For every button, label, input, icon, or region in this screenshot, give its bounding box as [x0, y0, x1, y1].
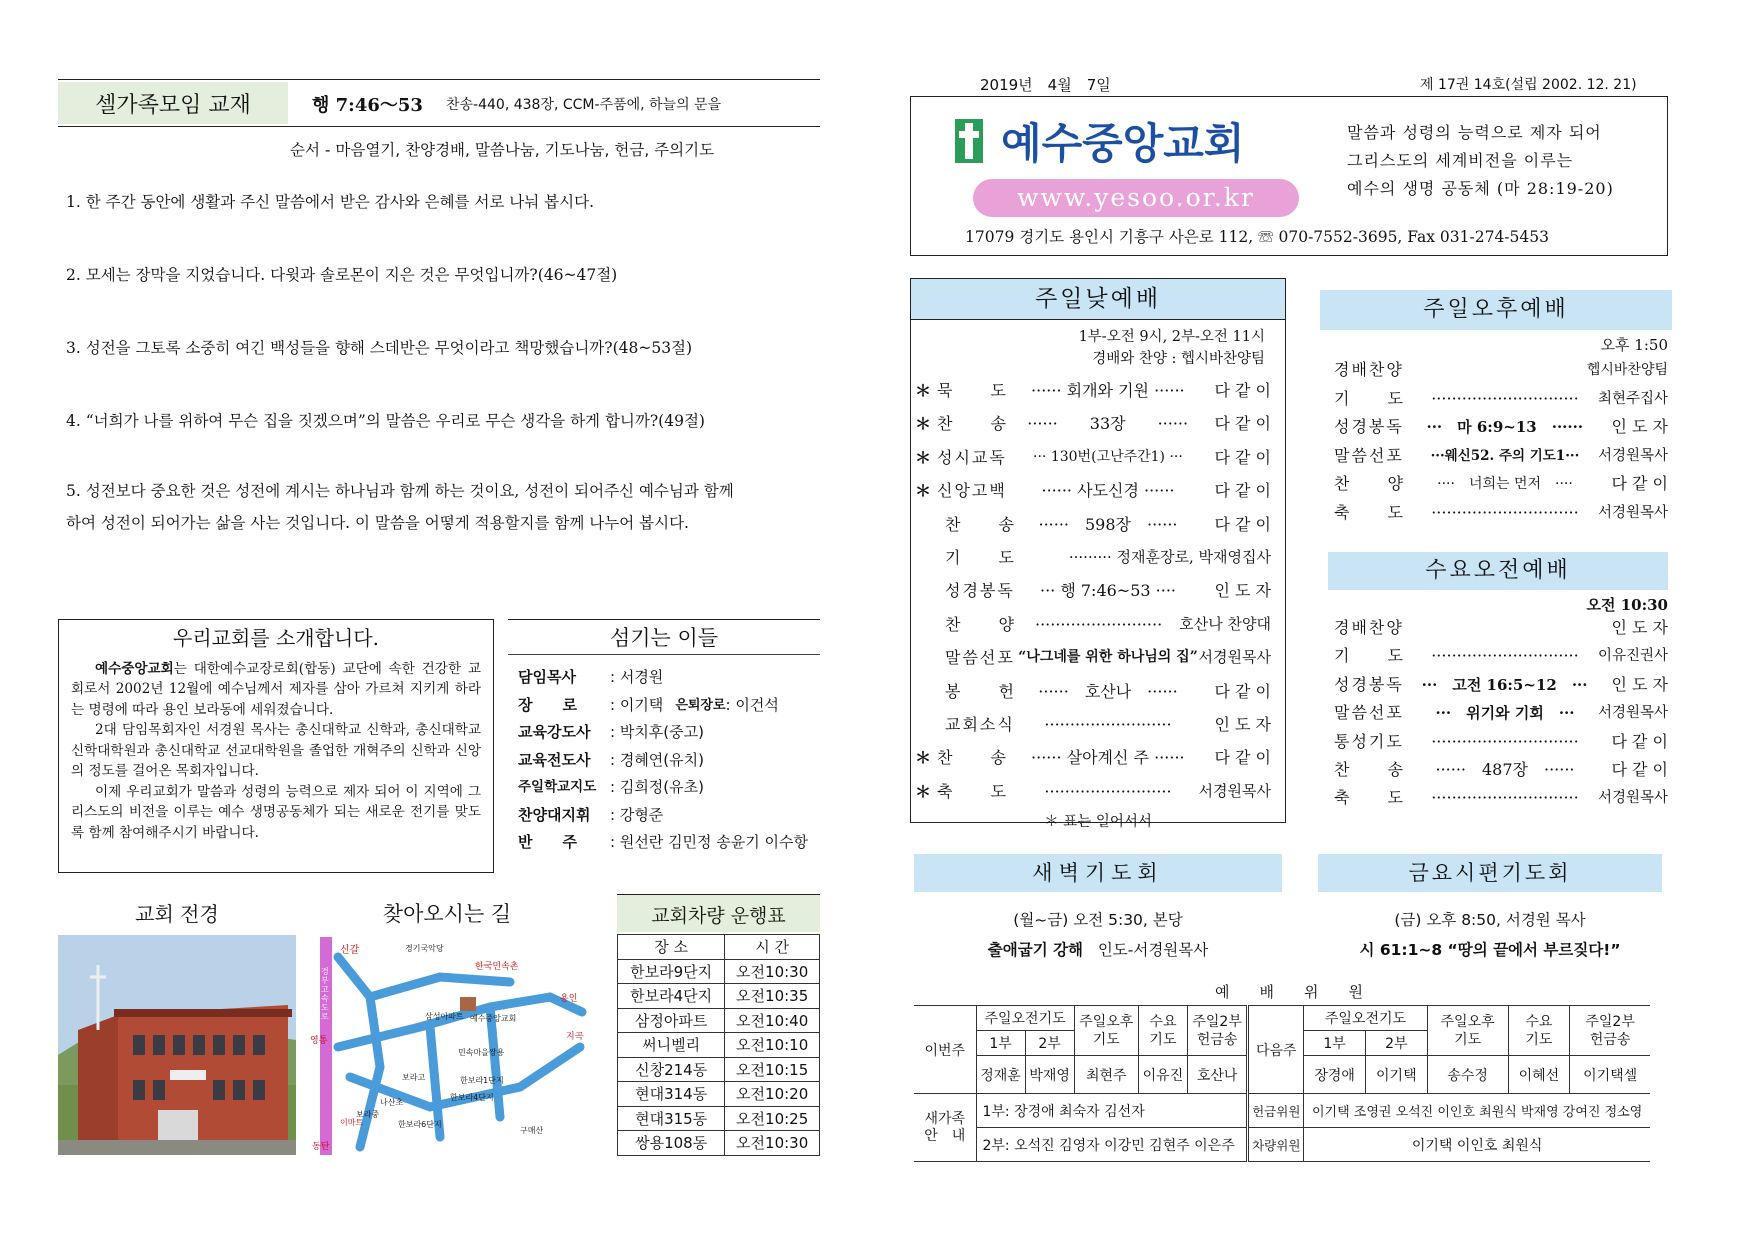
- table-row: 써니벨리 오전10:10: [618, 1033, 820, 1058]
- map-label-dongtan: 동탄: [312, 1142, 330, 1152]
- map-label-borajung: 보라중: [356, 1110, 380, 1119]
- afternoon-time: 오후 1:50: [1600, 336, 1668, 354]
- map-title: 찾아오시는 길: [382, 902, 512, 926]
- wednesday-order: 경배찬양 인 도 자 기 도 ····························· 이유진권사 성경봉독 ··· 고전 16:5~12 ··· 인 도 자 말씀선포 ··· 위기와 기회 ··· 서경원목사 통성기도 ····························· 다 같 이 찬 송 ······ 487장 ······ 다 같 이 축 도 ····························· 서경원목사: [1334, 618, 1668, 808]
- directions-map: [310, 937, 586, 1155]
- sunday-praise: 경배와 찬양 : 헵시바찬양팀: [1092, 351, 1265, 367]
- table-row: 신창214동 오전10:15: [618, 1057, 820, 1082]
- church-name: 예수중앙교회: [1001, 119, 1245, 168]
- question-4: 4. “너희가 나를 위하여 무슨 집을 짓겠으며”의 말씀은 우리로 무슨 생각을 하게 합니까?(49절): [66, 412, 705, 430]
- dawn-prayer-topic: 출애굽기 강해: [987, 941, 1084, 959]
- map-label-singal: 신갈: [340, 945, 360, 956]
- table-row: 한보라9단지 오전10:30: [618, 959, 820, 984]
- dawn-prayer-title: 새벽기도회: [914, 854, 1282, 892]
- question-5b: 하여 성전이 되어가는 삶을 사는 것입니다. 이 말씀을 어떻게 적용할지를 함께 나누어 봅시다.: [66, 514, 689, 532]
- church-photo: [58, 935, 296, 1155]
- map-label-hanbora4: 한보라4단지: [450, 1093, 494, 1102]
- church-intro: [58, 619, 494, 873]
- study-hymn: 찬송-440, 438장, CCM-주품에, 하늘의 문을: [446, 97, 722, 113]
- map-label-jigok: 지곡: [566, 1032, 584, 1042]
- table-row: 현대314동 오전10:20: [618, 1082, 820, 1107]
- map-label-hanbora1: 한보라1단지: [460, 1076, 504, 1085]
- friday-prayer-title: 금요시편기도회: [1318, 854, 1662, 892]
- church-address: 17079 경기도 용인시 기흥구 사은로 112, ☏ 070-7552-3695, Fax 031-274-5453: [965, 228, 1549, 246]
- afternoon-order: 경배찬양 헵시바찬양팀 기 도 ····························· 최현주집사 성경봉독 ··· 마 6:9~13 ······ 인 도 자 말씀선포 ···웨신52. 주의 기도1··· 서경원목사 찬 양 ···· 너희는 먼저 ···· 다 같 이 축 도 ····························· 서경원목사: [1334, 360, 1668, 522]
- intro-paragraph-1: 는 대한예수교장로회(합동) 교단에 속한 건강한 교회로서 2002년 12월에 예수님께서 제자를 삼아 가르쳐 지키게 하라는 명령에 따라 용인 보라동에 세워졌습니다.: [71, 660, 481, 718]
- sunday-title: 주일낮예배: [911, 279, 1285, 320]
- intro-paragraph-3: 이제 우리교회가 말씀과 성령의 능력으로 제자 되어 이 지역에 그리스도의 비전을 이루는 예수 생명공동체가 되는 새로운 전기를 맞도록 함께 참여해주시기 바랍니다.: [71, 783, 481, 841]
- map-label-yeongtong: 영통: [310, 1036, 328, 1046]
- map-label-nasancho: 나산초: [380, 1098, 404, 1107]
- friday-prayer-time: (금) 오후 8:50, 서경원 목사: [1394, 911, 1586, 929]
- dawn-prayer-time: (월~금) 오전 5:30, 본당: [1013, 911, 1183, 929]
- map-label-gukakdang: 경기국악당: [405, 944, 444, 953]
- motto-line-3: 예수의 생명 공동체 (마 28:19-20): [1347, 179, 1614, 198]
- map-label-church: 예수중앙교회: [470, 1014, 517, 1023]
- intro-church-name: 예수중앙교회: [95, 660, 174, 677]
- map-label-yongin: 용인: [560, 994, 578, 1004]
- question-1: 1. 한 주간 동안에 생활과 주신 말씀에서 받은 감사와 은혜를 서로 나눠 봅시다.: [66, 193, 595, 211]
- sunday-order: ＊ 묵 도 ······ 회개와 기원 ······ 다 같 이 ＊ 찬 송 ······ 33장 ······ 다 같 이 ＊ 성시교독 ··· 130번(고난주간1) ··· 다 같 이 ＊ 신앙고백 ······ 사도신경 ······ 다 같 이 찬 송 ······ 598장 ······ 다 같 이 기 도 ········· 정재훈장로, 박재영집사 성경봉독 ··· 행 7:46~53 ···· 인 도 자 찬 양 ························· 호산나 찬양대 말씀선포 “나그네를 위한 하나님의 집” 서경원목사 봉 헌 ······ 호산나 ······ 다 같 이 교회소식 ························· 인 도 자 ＊ 찬 송 ······ 살아계신 주 ······ 다 같 이 ＊ 축 도 ························· 서경원목사: [915, 381, 1271, 801]
- afternoon-title: 주일오후예배: [1320, 290, 1672, 330]
- bulletin-volume: 제 17권 14호(설립 2002. 12. 21): [1420, 77, 1637, 93]
- committee-title: 예 배 위 원: [1215, 983, 1363, 1001]
- table-row: 한보라4단지 오전10:35: [618, 984, 820, 1009]
- staff-list: 담임목사 : 서경원 장 로 : 이기택 은퇴장로 : 이건석 교육강도사 : 박치후(중고) 교육전도사 : 경혜연(유치) 주일학교지도 : 김희정(유초) 찬양대지휘 : 강형준 반 주 : 원선란 김민정 송윤기 이수항: [518, 668, 809, 851]
- staff-title: 섬기는 이들: [609, 626, 719, 650]
- table-row: 현대315동 오전10:25: [618, 1106, 820, 1131]
- bus-schedule-title: 교회차량 운행표: [617, 894, 820, 932]
- friday-prayer-text: 시 61:1~8 “땅의 끝에서 부르짖다!”: [1359, 941, 1621, 959]
- church-header: [910, 96, 1668, 256]
- table-row: 삼정아파트 오전10:40: [618, 1008, 820, 1033]
- photo-title: 교회 전경: [135, 902, 219, 926]
- study-order: 순서 - 마음열기, 찬양경배, 말씀나눔, 기도나눔, 헌금, 주의기도: [290, 141, 715, 159]
- sunday-time: 1부-오전 9시, 2부-오전 11시: [1078, 329, 1265, 345]
- bulletin-date: 2019년 4월 7일: [980, 76, 1111, 94]
- map-label-gumaesan: 구매산: [520, 1126, 544, 1135]
- intro-paragraph-2: 2대 담임목회자인 서경원 목사는 총신대학교 신학과, 총신대학교 신학대학원과 총신대학교 선교대학원을 졸업한 개혁주의 신학과 신앙의 정도를 걸어온 목회자입니다.: [71, 722, 481, 779]
- map-label-expressway: 경부고속도로: [321, 967, 329, 1021]
- wednesday-time: 오전 10:30: [1586, 596, 1668, 614]
- map-label-samsung: 삼성아파트: [425, 1012, 464, 1021]
- bus-schedule-table: 장 소 시 간 한보라9단지 오전10:30 한보라4단지 오전10:35 삼정아파트 오전10:40 써니벨리 오전10:10 신창214동 오전10:15 현대314동 오전10:20 현대315동 오전10:25 쌍용108동 오전10:30: [617, 934, 820, 1156]
- standing-note: ＊ 표는 일어서서: [1044, 814, 1152, 831]
- motto-line-1: 말씀과 성령의 능력으로 제자 되어: [1347, 123, 1602, 142]
- map-label-ssangyong: 민속마을쌍용: [458, 1048, 505, 1057]
- committee-table: 이번주 주일오전기도 주일오후 기도 수요 기도 주일2부 헌금송 다음주 주일오전기도 주일오후 기도 수요 기도 주일2부 헌금송 1부 2부 1부 2부 정재훈 박재영 최현주 이유진 호산나 장경애 이기택 송수정 이혜선 이기택셀 새가족 안 내 1부: 장경애 최숙자 김선자 헌금위원 이기택 조영권 오석진 이인호 최원식 박재영 강여진 정소영 2부: 오석진 김영자 이강민 김현주 이은주 차량위원 이기택 이인호 최원식: [914, 1005, 1650, 1162]
- question-3: 3. 성전을 그토록 소중히 여긴 백성들을 향해 스데반은 무엇이라고 책망했습니까?(48~53절): [66, 339, 693, 357]
- question-2: 2. 모세는 장막을 지었습니다. 다윗과 솔로몬이 지은 것은 무엇입니까?(46~47절): [66, 266, 618, 284]
- map-label-borago: 보라고: [402, 1073, 426, 1082]
- cross-logo: [955, 119, 983, 163]
- map-label-hanbora6: 한보라6단지: [398, 1120, 442, 1129]
- question-5a: 5. 성전보다 중요한 것은 성전에 계시는 하나님과 함께 하는 것이요, 성전이 되어주신 예수님과 함께: [66, 482, 734, 500]
- map-label-emart: 이마트: [340, 1118, 364, 1127]
- table-row: 쌍용108동 오전10:30: [618, 1131, 820, 1156]
- intro-title: 우리교회를 소개합니다.: [173, 626, 379, 650]
- motto-line-2: 그리스도의 세계비전을 이루는: [1347, 151, 1574, 170]
- sunday-service: [910, 278, 1286, 831]
- study-passage: 행 7:46～53: [312, 95, 423, 116]
- map-label-minsokchon: 한국민속촌: [475, 962, 519, 972]
- dawn-prayer-leader: 인도-서경원목사: [1097, 941, 1209, 959]
- cell-study-title: 셀가족모임 교재: [58, 82, 288, 124]
- church-url: www.yesoo.or.kr: [973, 179, 1299, 217]
- wednesday-title: 수요오전예배: [1328, 552, 1668, 590]
